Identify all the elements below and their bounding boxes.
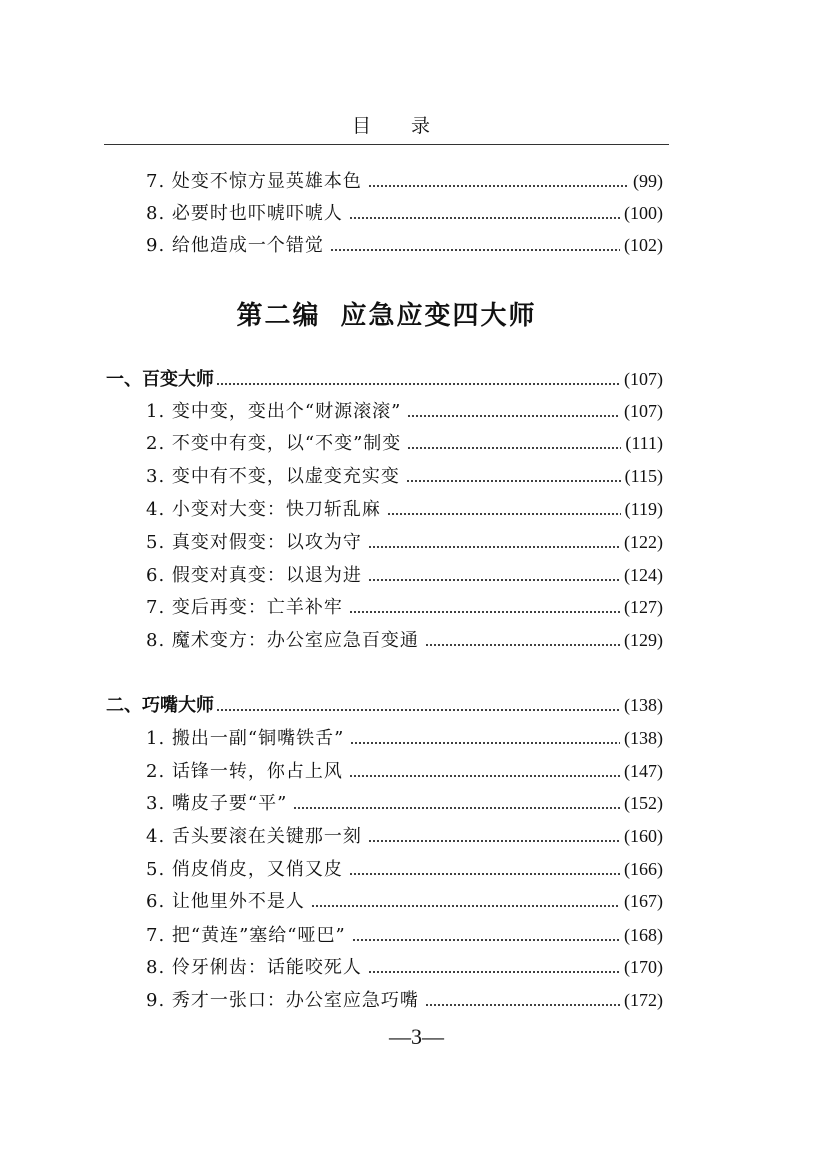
toc-item-page: (166) [624, 859, 663, 879]
toc-item[interactable] [146, 428, 663, 458]
dot-leader [368, 970, 620, 974]
toc-item[interactable] [146, 396, 663, 426]
toc-item-page: (122) [624, 532, 663, 552]
toc-item-label: 6. 让他里外不是人 [146, 891, 305, 912]
toc-item-label: 7. 处变不惊方显英雄本色 [146, 171, 362, 192]
dot-leader [216, 382, 620, 386]
toc-item-label: 1. 变中变，变出个“财源滚滚” [146, 401, 402, 422]
toc-item-label: 4. 舌头要滚在关键那一刻 [146, 826, 362, 847]
toc-item[interactable] [146, 788, 663, 818]
toc-item-label: 7. 变后再变：亡羊补牢 [146, 597, 343, 618]
running-head [104, 112, 669, 145]
toc-section-page: (138) [624, 695, 663, 715]
dot-leader [352, 938, 620, 942]
toc-item-page: (124) [624, 565, 663, 585]
dot-leader [368, 578, 620, 582]
toc-item[interactable] [146, 952, 663, 982]
dot-leader [425, 1003, 620, 1007]
dot-leader [216, 708, 620, 712]
toc-item-page: (99) [633, 171, 663, 191]
running-head-char-2: 录 [411, 115, 431, 137]
toc-item[interactable] [146, 461, 663, 491]
dot-leader [330, 248, 620, 252]
dot-leader [350, 741, 620, 745]
dot-leader [368, 545, 620, 549]
dot-leader [311, 904, 620, 908]
toc-section-label: 二、巧嘴大师 [106, 695, 214, 716]
toc-item-page: (168) [624, 925, 663, 945]
toc-item[interactable] [146, 166, 663, 196]
part-number: 第二编 [236, 301, 321, 331]
running-head-char-1: 目 [352, 115, 372, 137]
toc-item[interactable] [146, 886, 663, 916]
dot-leader [368, 839, 620, 843]
toc-item-page: (167) [624, 891, 663, 911]
toc-item[interactable] [146, 527, 663, 557]
dot-leader [368, 184, 629, 188]
toc-item-page: (119) [624, 499, 663, 519]
toc-section-heading[interactable] [106, 364, 663, 394]
toc-item-page: (147) [624, 761, 663, 781]
toc-item-page: (127) [624, 597, 663, 617]
toc-item-label: 8. 伶牙俐齿：话能咬死人 [146, 957, 362, 978]
toc-item-label: 2. 话锋一转，你占上风 [146, 761, 343, 782]
part-title [104, 296, 669, 336]
toc-item-page: (160) [624, 826, 663, 846]
toc-item-page: (115) [624, 466, 663, 486]
toc-item-page: (102) [624, 235, 663, 255]
dot-leader [407, 414, 620, 418]
toc-item-label: 9. 给他造成一个错觉 [146, 235, 324, 256]
toc-item-label: 1. 搬出一副“铜嘴铁舌” [146, 728, 345, 749]
toc-item-label: 3. 变中有不变，以虚变充实变 [146, 466, 400, 487]
toc-item-page: (138) [624, 728, 663, 748]
toc-item[interactable] [146, 854, 663, 884]
toc-item-label: 3. 嘴皮子要“平” [146, 793, 288, 814]
toc-item-page: (111) [625, 433, 663, 453]
dot-leader [425, 643, 620, 647]
toc-item-page: (100) [624, 203, 663, 223]
dot-leader [349, 774, 620, 778]
toc-item[interactable] [146, 560, 663, 590]
toc-item[interactable] [146, 494, 663, 524]
toc-item[interactable] [146, 198, 663, 228]
toc-section-heading[interactable] [106, 690, 663, 720]
toc-item-label: 9. 秀才一张口：办公室应急巧嘴 [146, 990, 419, 1011]
dot-leader [349, 872, 620, 876]
page-number: —3— [389, 1024, 444, 1049]
part-name: 应急应变四大师 [340, 301, 537, 331]
toc-item-label: 8. 魔术变方：办公室应急百变通 [146, 630, 419, 651]
toc-item-page: (107) [624, 401, 663, 421]
toc-item[interactable] [146, 985, 663, 1015]
dot-leader [407, 446, 621, 450]
toc-item[interactable] [146, 920, 663, 950]
toc-item-page: (129) [624, 630, 663, 650]
toc-item-label: 6. 假变对真变：以退为进 [146, 565, 362, 586]
toc-item-label: 8. 必要时也吓唬吓唬人 [146, 203, 343, 224]
toc-item-label: 2. 不变中有变，以“不变”制变 [146, 433, 402, 454]
toc-item-label: 5. 真变对假变：以攻为守 [146, 532, 362, 553]
toc-item-page: (170) [624, 957, 663, 977]
toc-item[interactable] [146, 592, 663, 622]
toc-item[interactable] [146, 723, 663, 753]
toc-item-label: 4. 小变对大变：快刀斩乱麻 [146, 499, 381, 520]
toc-item[interactable] [146, 756, 663, 786]
toc-item-page: (172) [624, 990, 663, 1010]
dot-leader [293, 806, 620, 810]
dot-leader [349, 610, 620, 614]
dot-leader [387, 512, 621, 516]
toc-item[interactable] [146, 230, 663, 260]
toc-item-label: 7. 把“黄连”塞给“哑巴” [146, 925, 346, 946]
toc-section-label: 一、百变大师 [106, 369, 214, 390]
toc-item[interactable] [146, 821, 663, 851]
dot-leader [349, 216, 620, 220]
toc-item[interactable] [146, 625, 663, 655]
toc-item-page: (152) [624, 793, 663, 813]
toc-section-page: (107) [624, 369, 663, 389]
dot-leader [406, 479, 621, 483]
toc-item-label: 5. 俏皮俏皮，又俏又皮 [146, 859, 343, 880]
